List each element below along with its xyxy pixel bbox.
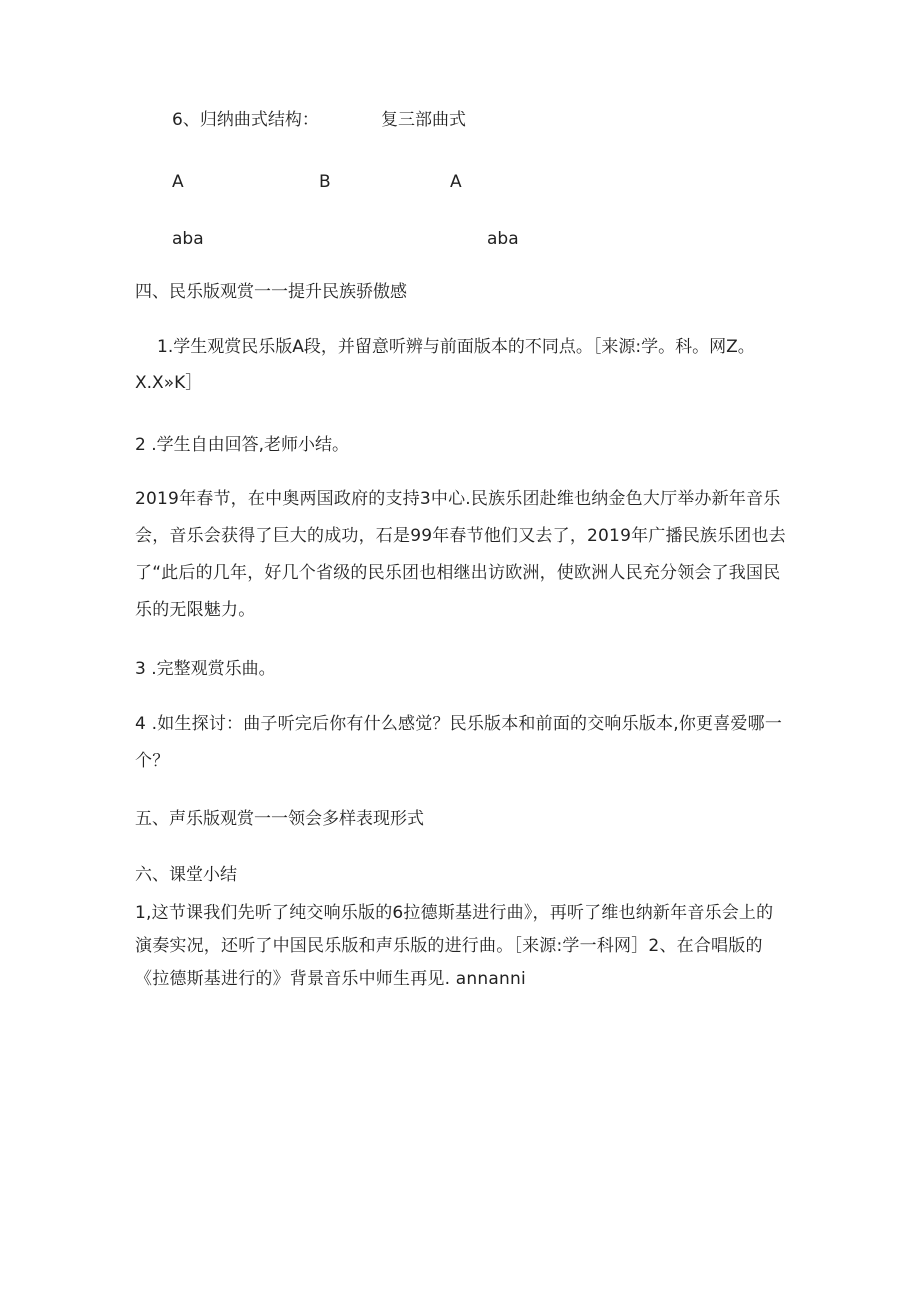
section4-item1-line2: X.X»K］: [135, 373, 203, 393]
section-label-b: B: [319, 172, 331, 192]
section-label-a2: A: [450, 172, 462, 192]
structure-heading: 6、归纳曲式结构：: [172, 110, 319, 130]
section4-item2: 2 .学生自由回答,老师小结。: [135, 435, 350, 455]
section5-title: 五、声乐版观赏一一领会多样表现形式: [135, 809, 424, 829]
section4-item1-line1: 1.学生观赏民乐版A段，并留意听辨与前面版本的不同点。［来源:学。科。网Z。: [157, 337, 755, 357]
section-label-a1: A: [172, 172, 184, 192]
subsection-label-a1: aba: [172, 229, 204, 249]
section4-paragraph: 2019年春节，在中奥两国政府的支持3中心.民族乐团赴维也纳金色大厅举办新年音乐会，音乐会获得了巨大的成功，石是99年春节他们又去了，2019年广播民族乐团也去了“此后的几年，好几个省级的民乐团也相继出访欧洲，使欧洲人民充分领会了我国民乐的无限魅力。: [135, 489, 786, 620]
structure-form: 复三部曲式: [381, 110, 466, 130]
section6-title: 六、课堂小结: [135, 865, 237, 885]
section4-item4: 4 .如生探讨：曲子听完后你有什么感觉？民乐版本和前面的交响乐版本,你更喜爱哪一个？: [135, 714, 783, 771]
subsection-label-a2: aba: [487, 229, 519, 249]
section4-title: 四、民乐版观赏一一提升民族骄傲感: [135, 282, 407, 302]
section4-item3: 3 .完整观赏乐曲。: [135, 659, 276, 679]
section6-summary: 1,这节课我们先听了纯交响乐版的6拉德斯基进行曲》，再听了维也纳新年音乐会上的演奏实况，还听了中国民乐版和声乐版的进行曲。［来源:学一科网］2、在合唱版的《拉德斯基进行的》背景音乐中师生再见. annanni: [135, 903, 774, 989]
